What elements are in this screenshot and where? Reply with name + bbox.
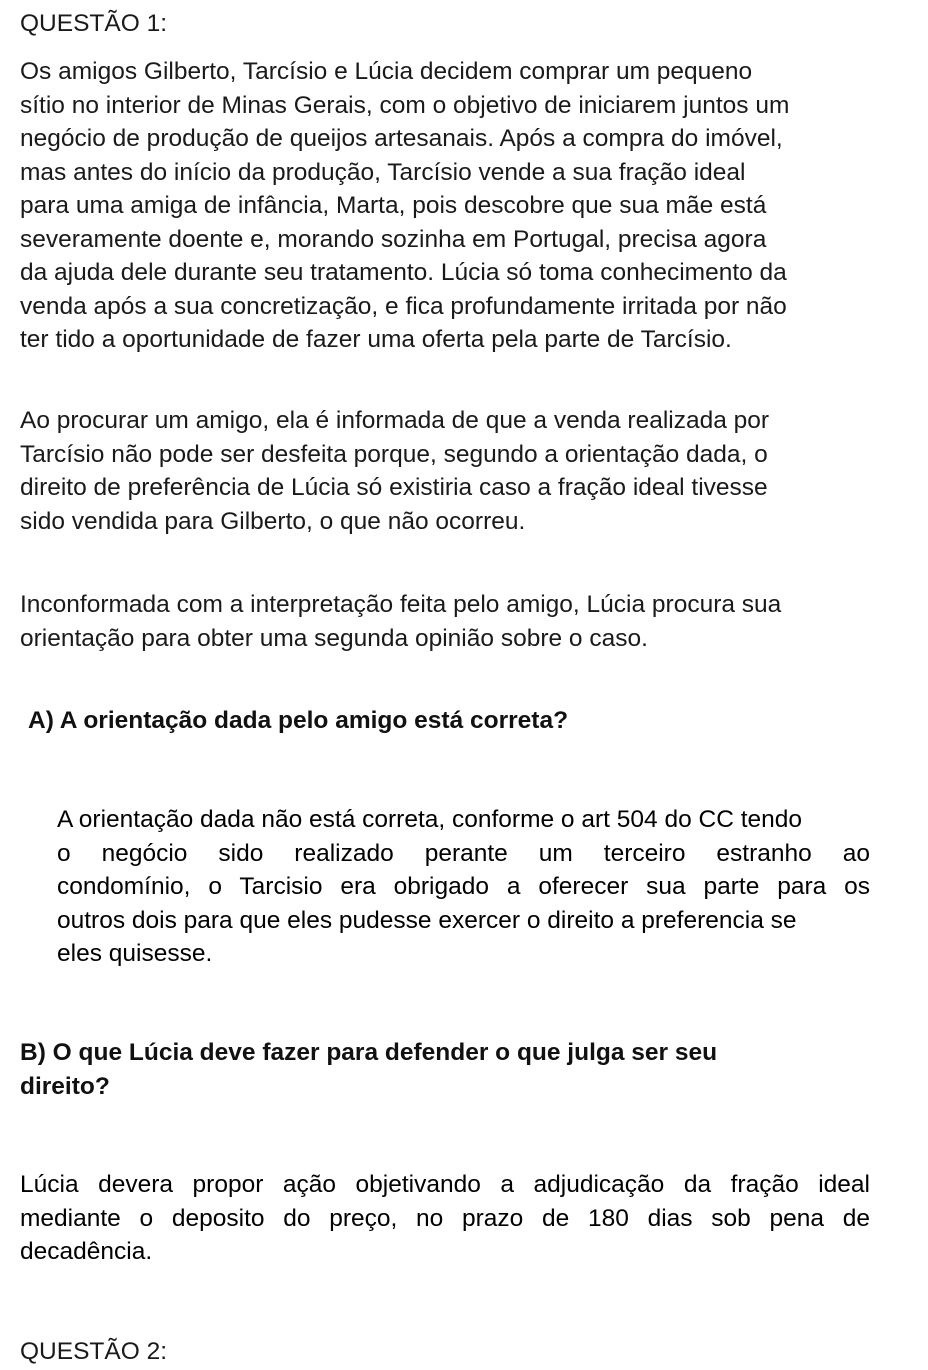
paragraph-line: Inconformada com a interpretação feita pelo amigo, Lúcia procura sua [20,591,782,618]
question-b [20,1036,717,1103]
answer-line: condomínio, o Tarcisio era obrigado a oferecer sua parte para os [57,873,870,900]
paragraph-line: Tarcísio não pode ser desfeita porque, segundo a orientação dada, o [20,440,768,468]
question-b-line: direito? [20,1072,110,1100]
answer-a [57,803,870,971]
paragraph-line: sido vendida para Gilberto, o que não ocorreu. [20,507,526,535]
paragraph-line: orientação para obter uma segunda opinião sobre o caso. [20,624,648,652]
paragraph-line: mas antes do início da produção, Tarcísio vende a sua fração ideal [20,158,746,186]
answer-line: Lúcia devera propor ação objetivando a adjudicação da fração ideal [20,1171,870,1198]
paragraph-line: Ao procurar um amigo, ela é informada de que a venda realizada por [20,407,770,434]
paragraph-line: negócio de produção de queijos artesanais. Após a compra do imóvel, [20,125,783,152]
answer-line: decadência. [20,1238,153,1265]
answer-line: eles quisesse. [57,940,213,967]
scenario-paragraph-3 [20,588,872,655]
scenario-paragraph-2 [20,404,872,538]
question-a [28,704,568,738]
paragraph-line: ter tido a oportunidade de fazer uma oferta pela parte de Tarcísio. [20,326,732,353]
paragraph-line: venda após a sua concretização, e fica profundamente irritada por não [20,292,787,320]
paragraph-line: direito de preferência de Lúcia só existiria caso a fração ideal tivesse [20,474,768,501]
question-b-line: B) O que Lúcia deve fazer para defender o que julga ser seu [20,1039,718,1066]
answer-line: mediante o deposito do preço, no prazo de 180 dias sob pena de [20,1204,870,1232]
paragraph-line: da ajuda dele durante seu tratamento. Lúcia só toma conhecimento da [20,259,787,286]
answer-line: o negócio sido realizado perante um terceiro estranho ao [57,839,870,867]
question-1-heading: QUESTÃO 1: [20,10,168,37]
paragraph-line: para uma amiga de infância, Marta, pois descobre que sua mãe está [20,192,767,219]
paragraph-line: sítio no interior de Minas Gerais, com o objetivo de iniciarem juntos um [20,91,790,119]
question-a-text: A) A orientação dada pelo amigo está correta? [28,707,569,734]
answer-b [20,1168,870,1269]
question-2-heading: QUESTÃO 2: [20,1338,168,1365]
answer-line: A orientação dada não está correta, conforme o art 504 do CC tendo [57,806,803,833]
answer-line: outros dois para que eles pudesse exercer o direito a preferencia se [57,906,797,934]
paragraph-line: Os amigos Gilberto, Tarcísio e Lúcia decidem comprar um pequeno [20,58,753,85]
scenario-paragraph-1 [20,55,872,357]
paragraph-line: severamente doente e, morando sozinha em Portugal, precisa agora [20,225,767,253]
